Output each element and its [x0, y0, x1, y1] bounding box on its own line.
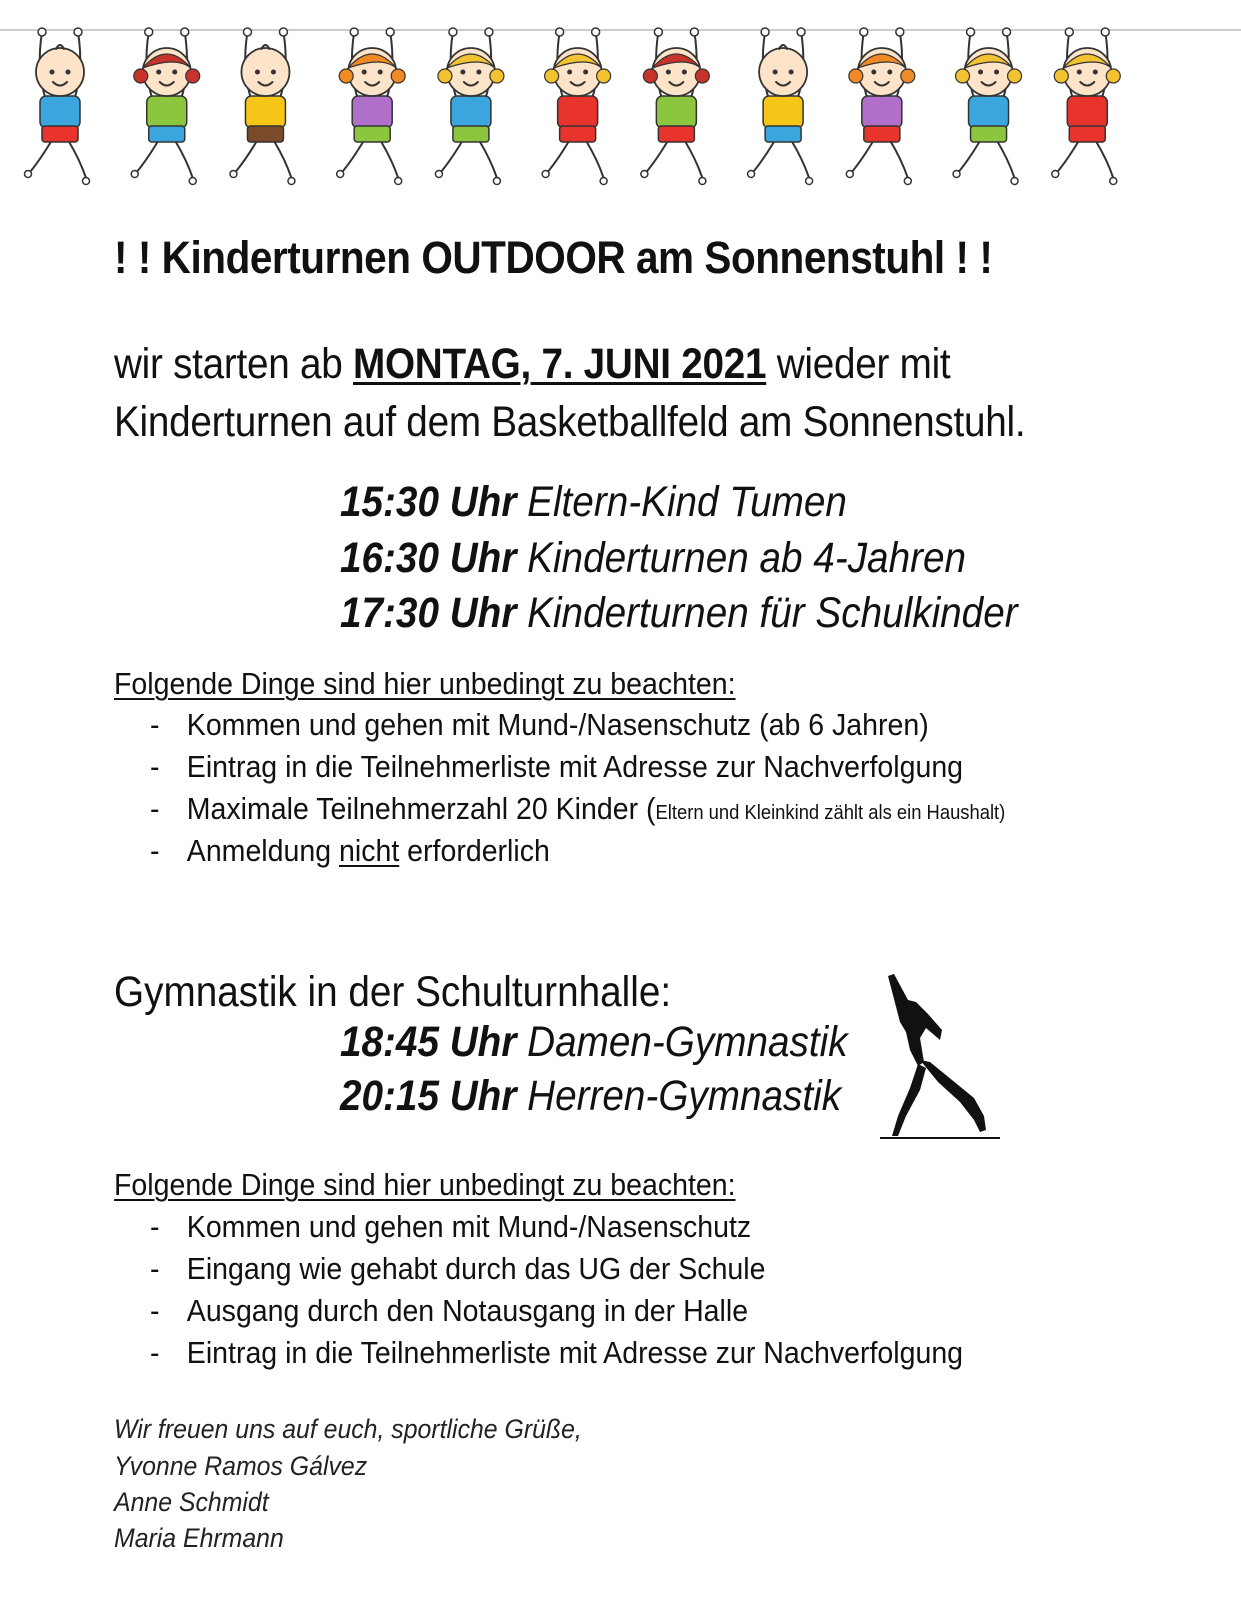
gym-notes-heading: Folgende Dinge sind hier unbedingt zu beachten:: [114, 1167, 736, 1202]
list-item: - Eintrag in die Teilnehmerliste mit Adresse zur Nachverfolgung: [150, 1335, 964, 1370]
page-title: ! ! Kinderturnen OUTDOOR am Sonnenstuhl ! !: [114, 232, 993, 283]
signature-name: Maria Ehrmann: [114, 1523, 284, 1553]
intro-line-2: Kinderturnen auf dem Basketballfeld am Sonnenstuhl.: [114, 398, 1026, 446]
hanging-child: [641, 28, 710, 185]
hanging-child: [435, 28, 504, 185]
signature-name: Yvonne Ramos Gálvez: [114, 1451, 368, 1481]
list-item: - Eingang wie gehabt durch das UG der Schule: [150, 1251, 766, 1286]
intro-line-1: wir starten ab MONTAG, 7. JUNI 2021 wieder mit: [114, 340, 951, 388]
hanging-child: [230, 28, 295, 185]
list-item: - Maximale Teilnehmerzahl 20 Kinder (Eltern und Kleinkind zählt als ein Haushalt): [150, 791, 1006, 826]
schedule-item: 16:30 Uhr Kinderturnen ab 4-Jahren: [340, 534, 967, 582]
list-item: - Kommen und gehen mit Mund-/Nasenschutz (ab 6 Jahren): [150, 707, 929, 742]
gymnast-silhouette-icon: [880, 970, 1000, 1150]
schedule-item: 17:30 Uhr Kinderturnen für Schulkinder: [340, 589, 1018, 637]
hanging-child: [748, 28, 813, 185]
start-date: MONTAG, 7. JUNI 2021: [353, 340, 767, 388]
hanging-child: [1052, 28, 1121, 185]
hanging-child: [542, 28, 611, 185]
gym-heading: Gymnastik in der Schulturnhalle:: [114, 968, 672, 1016]
hanging-child: [846, 28, 915, 185]
signature-name: Anne Schmidt: [114, 1487, 269, 1517]
schedule-item: 20:15 Uhr Herren-Gymnastik: [340, 1072, 842, 1120]
list-item: - Kommen und gehen mit Mund-/Nasenschutz: [150, 1209, 752, 1244]
hanging-child: [131, 28, 200, 185]
list-item: - Anmeldung nicht erforderlich: [150, 833, 550, 868]
outdoor-notes-heading: Folgende Dinge sind hier unbedingt zu beachten:: [114, 666, 736, 701]
signature-greeting: Wir freuen uns auf euch, sportliche Grüße,: [114, 1414, 582, 1444]
schedule-item: 18:45 Uhr Damen-Gymnastik: [340, 1018, 848, 1066]
hanging-child: [953, 28, 1022, 185]
hanging-children-banner: [0, 0, 1241, 200]
hanging-child: [25, 28, 90, 185]
list-item: - Ausgang durch den Notausgang in der Halle: [150, 1293, 749, 1328]
list-item: - Eintrag in die Teilnehmerliste mit Adresse zur Nachverfolgung: [150, 749, 964, 784]
schedule-item: 15:30 Uhr Eltern-Kind Tumen: [340, 478, 847, 526]
hanging-child: [337, 28, 406, 185]
